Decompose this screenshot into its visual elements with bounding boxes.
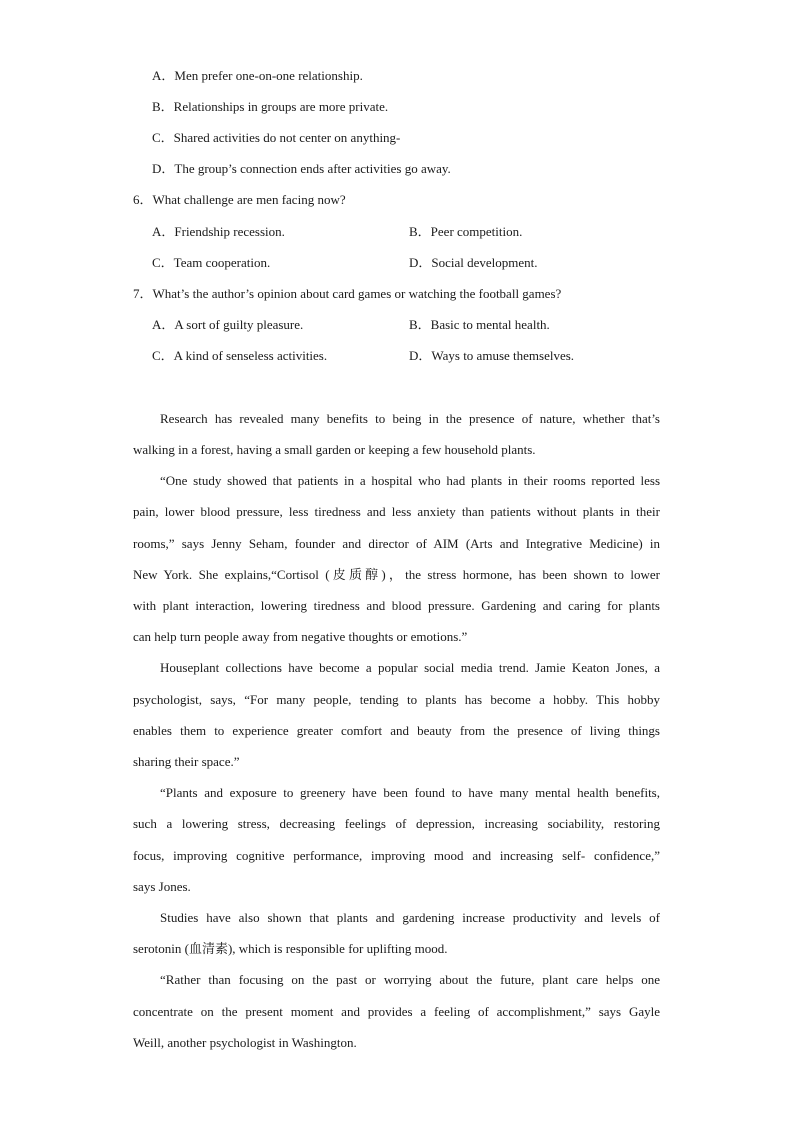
passage-line: “One study showed that patients in a hospital who had plants in their rooms reported less bbox=[160, 473, 660, 488]
passage-line: enables them to experience greater comfort and beauty from the presence of living things bbox=[133, 723, 660, 738]
passage-line: psychologist, says, “For many people, tending to plants has become a hobby. This hobby bbox=[133, 692, 660, 707]
q7-option-c: C．A kind of senseless activities. bbox=[152, 348, 328, 363]
q7-option-a: A．A sort of guilty pleasure. bbox=[152, 317, 304, 332]
q7-option-b: B．Basic to mental health. bbox=[409, 317, 550, 332]
q7-option-d: D．Ways to amuse themselves. bbox=[409, 348, 575, 363]
passage-line: serotonin (血清素), which is responsible for uplifting mood. bbox=[133, 941, 448, 956]
passage-line: with plant interaction, lowering tiredness and blood pressure. Gardening and caring for plants bbox=[133, 598, 660, 613]
passage-line: “Plants and exposure to greenery have been found to have many mental health benefits, bbox=[160, 785, 660, 800]
passage-line: can help turn people away from negative thoughts or emotions.” bbox=[133, 629, 468, 644]
passage-line: walking in a forest, having a small garden or keeping a few household plants. bbox=[133, 442, 536, 457]
q5-option-d: D．The group’s connection ends after activities go away. bbox=[152, 161, 451, 176]
q6-option-d: D．Social development. bbox=[409, 255, 538, 270]
passage-line: says Jones. bbox=[133, 879, 191, 894]
q5-option-c: C．Shared activities do not center on anything- bbox=[152, 130, 401, 145]
passage-line: sharing their space.” bbox=[133, 754, 240, 769]
q6-option-a: A．Friendship recession. bbox=[152, 224, 285, 239]
passage-line: such a lowering stress, decreasing feelings of depression, increasing sociability, restoring bbox=[133, 816, 660, 831]
passage-line: rooms,” says Jenny Seham, founder and director of AIM (Arts and Integrative Medicine) in bbox=[133, 536, 660, 551]
q7-question: 7．What’s the author’s opinion about card games or watching the football games? bbox=[133, 286, 562, 301]
passage-line: Research has revealed many benefits to being in the presence of nature, whether that’s bbox=[160, 411, 660, 426]
passage-line: Weill, another psychologist in Washington. bbox=[133, 1035, 357, 1050]
passage-line: focus, improving cognitive performance, improving mood and increasing self- confidence,” bbox=[133, 848, 660, 863]
passage-line: “Rather than focusing on the past or worrying about the future, plant care helps one bbox=[160, 972, 660, 987]
passage-line: Studies have also shown that plants and gardening increase productivity and levels of bbox=[160, 910, 660, 925]
passage-line: New York. She explains,“Cortisol (皮质醇)，the stress hormone, has been shown to lower bbox=[133, 567, 660, 582]
q5-option-a: A．Men prefer one-on-one relationship. bbox=[152, 68, 363, 83]
q6-question: 6．What challenge are men facing now? bbox=[133, 192, 346, 207]
passage-line: Houseplant collections have become a popular social media trend. Jamie Keaton Jones, a bbox=[160, 660, 660, 675]
q6-option-c: C．Team cooperation. bbox=[152, 255, 271, 270]
passage-line: concentrate on the present moment and provides a feeling of accomplishment,” says Gayle bbox=[133, 1004, 660, 1019]
q5-option-b: B．Relationships in groups are more private. bbox=[152, 99, 389, 114]
q6-option-b: B．Peer competition. bbox=[409, 224, 523, 239]
passage-line: pain, lower blood pressure, less tiredness and less anxiety than patients without plants in their bbox=[133, 504, 660, 519]
